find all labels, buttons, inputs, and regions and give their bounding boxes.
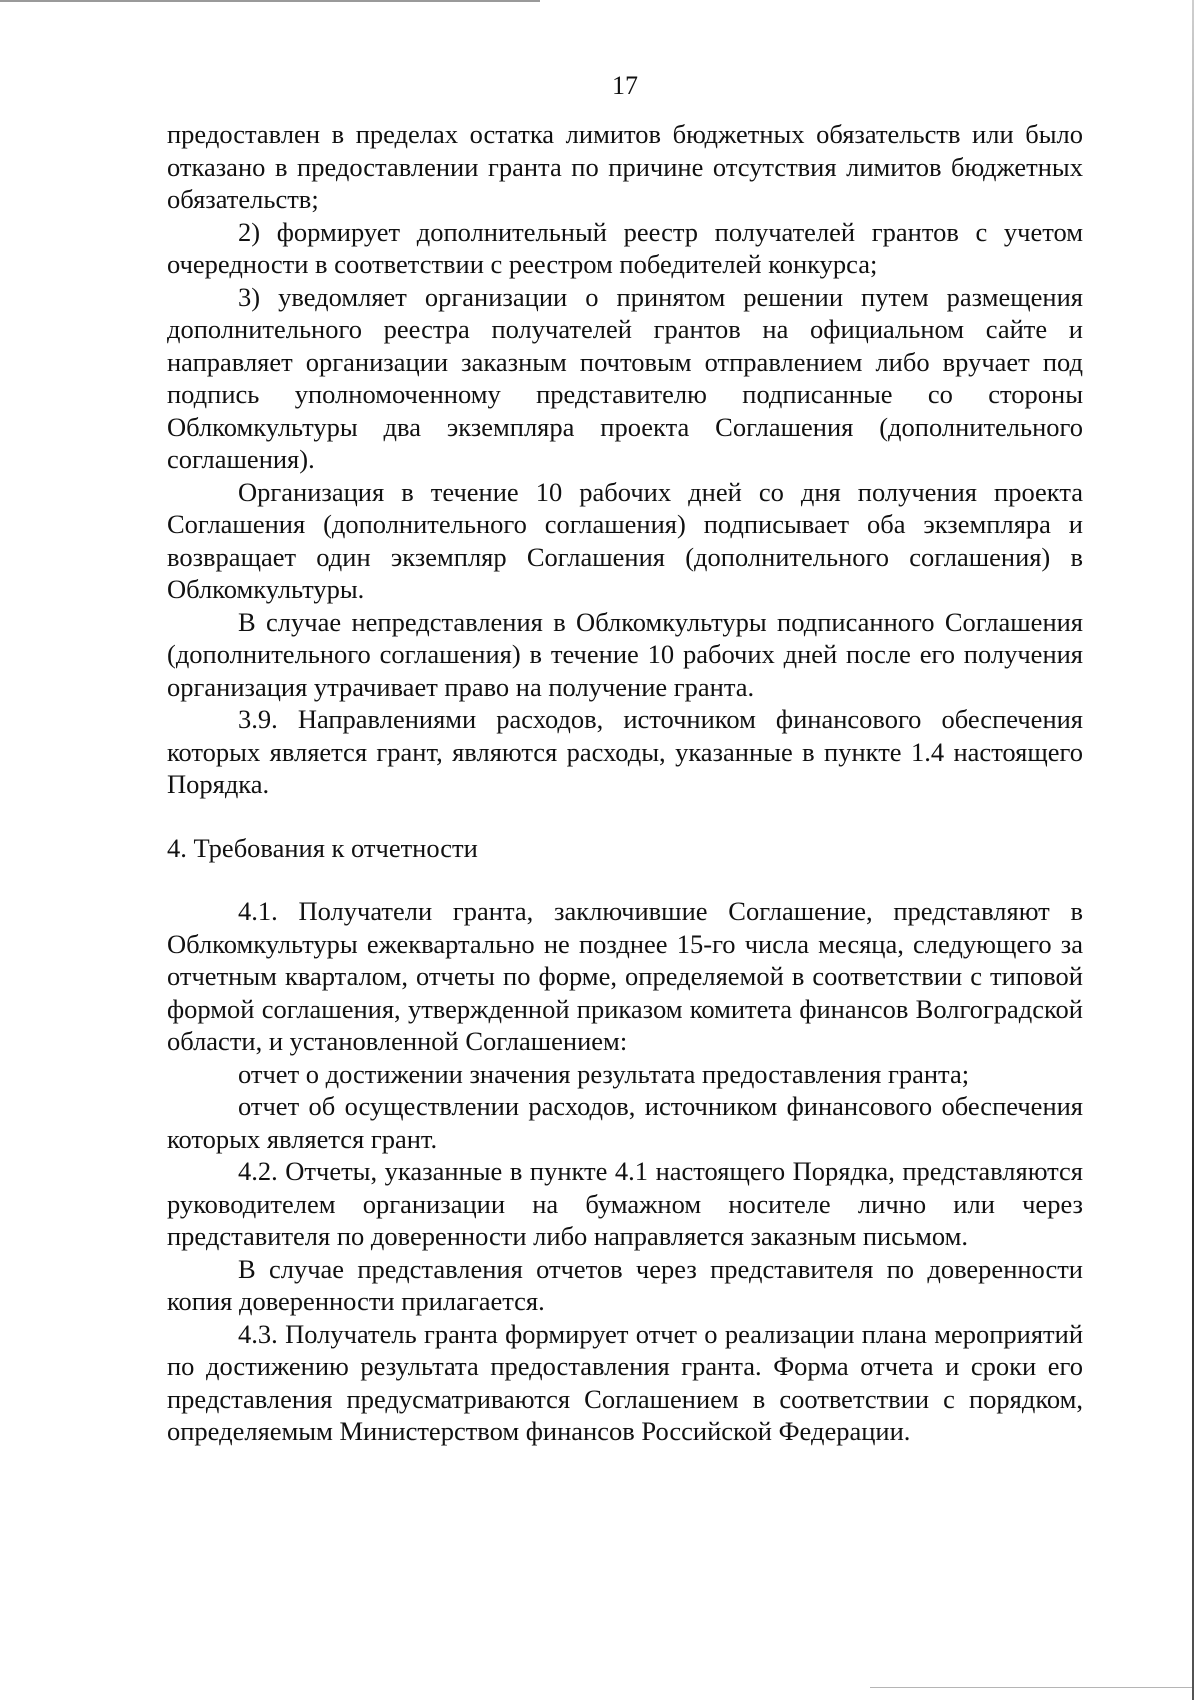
paragraph: 4.1. Получатели гранта, заключившие Соглашение, представляют в Облкомкультуры ежеквартально не позднее 15-го числа месяца, следующего за отчетным кварталом, отчеты по форме, определяемой в соответствии с типовой формой соглашения, утвержденной приказом комитета финансов Волгоградской области, и установленной Соглашением:: [167, 896, 1083, 1056]
paragraph: отчет о достижении значения результата предоставления гранта;: [238, 1058, 970, 1089]
scan-edge-right: [1192, 0, 1194, 1700]
paragraphs-before-heading: [167, 118, 1083, 801]
paragraph: 4.2. Отчеты, указанные в пункте 4.1 настоящего Порядка, представляются руководителем организации на бумажном носителе лично или через представителя по доверенности либо направляется заказным письмом.: [167, 1156, 1083, 1251]
document-body: [167, 118, 1083, 1448]
section-heading: 4. Требования к отчетности: [167, 832, 478, 863]
paragraph: 3) уведомляет организации о принятом решении путем размещения дополнительного реестра получателей грантов на официальном сайте и направляет организации заказным почтовым отправлением либо вручает под подпись уполномоченному представителю подписанные со стороны Облкомкультуры два экземпляра проекта Соглашения (дополнительного соглашения).: [167, 281, 1083, 474]
scan-edge-bottom: [870, 1687, 1192, 1688]
paragraph: Организация в течение 10 рабочих дней со дня получения проекта Соглашения (дополнительного соглашения) подписывает оба экземпляра и возвращает один экземпляр Соглашения (дополнительного соглашения) в Облкомкультуры.: [167, 476, 1083, 604]
paragraph: предоставлен в пределах остатка лимитов бюджетных обязательств или было отказано в предоставлении гранта по причине отсутствия лимитов бюджетных обязательств;: [167, 119, 1083, 214]
scan-edge-top: [0, 0, 540, 2]
paragraph: В случае представления отчетов через представителя по доверенности копия доверенности прилагается.: [167, 1253, 1083, 1316]
paragraph: 4.3. Получатель гранта формирует отчет о реализации плана мероприятий по достижению результата предоставления гранта. Форма отчета и сроки его представления предусматриваются Соглашением в соответствии с порядком, определяемым Министерством финансов Российской Федерации.: [167, 1318, 1083, 1446]
paragraph: 3.9. Направлениями расходов, источником финансового обеспечения которых является грант, являются расходы, указанные в пункте 1.4 настоящего Порядка.: [167, 704, 1083, 799]
page-number: 17: [612, 71, 638, 100]
paragraphs-after-heading: [167, 895, 1083, 1448]
paragraph: отчет об осуществлении расходов, источником финансового обеспечения которых является грант.: [167, 1091, 1083, 1154]
paragraph: 2) формирует дополнительный реестр получателей грантов с учетом очередности в соответствии с реестром победителей конкурса;: [167, 216, 1083, 279]
paragraph: В случае непредставления в Облкомкультуры подписанного Соглашения (дополнительного соглашения) в течение 10 рабочих дней после его получения организация утрачивает право на получение гранта.: [167, 606, 1083, 702]
